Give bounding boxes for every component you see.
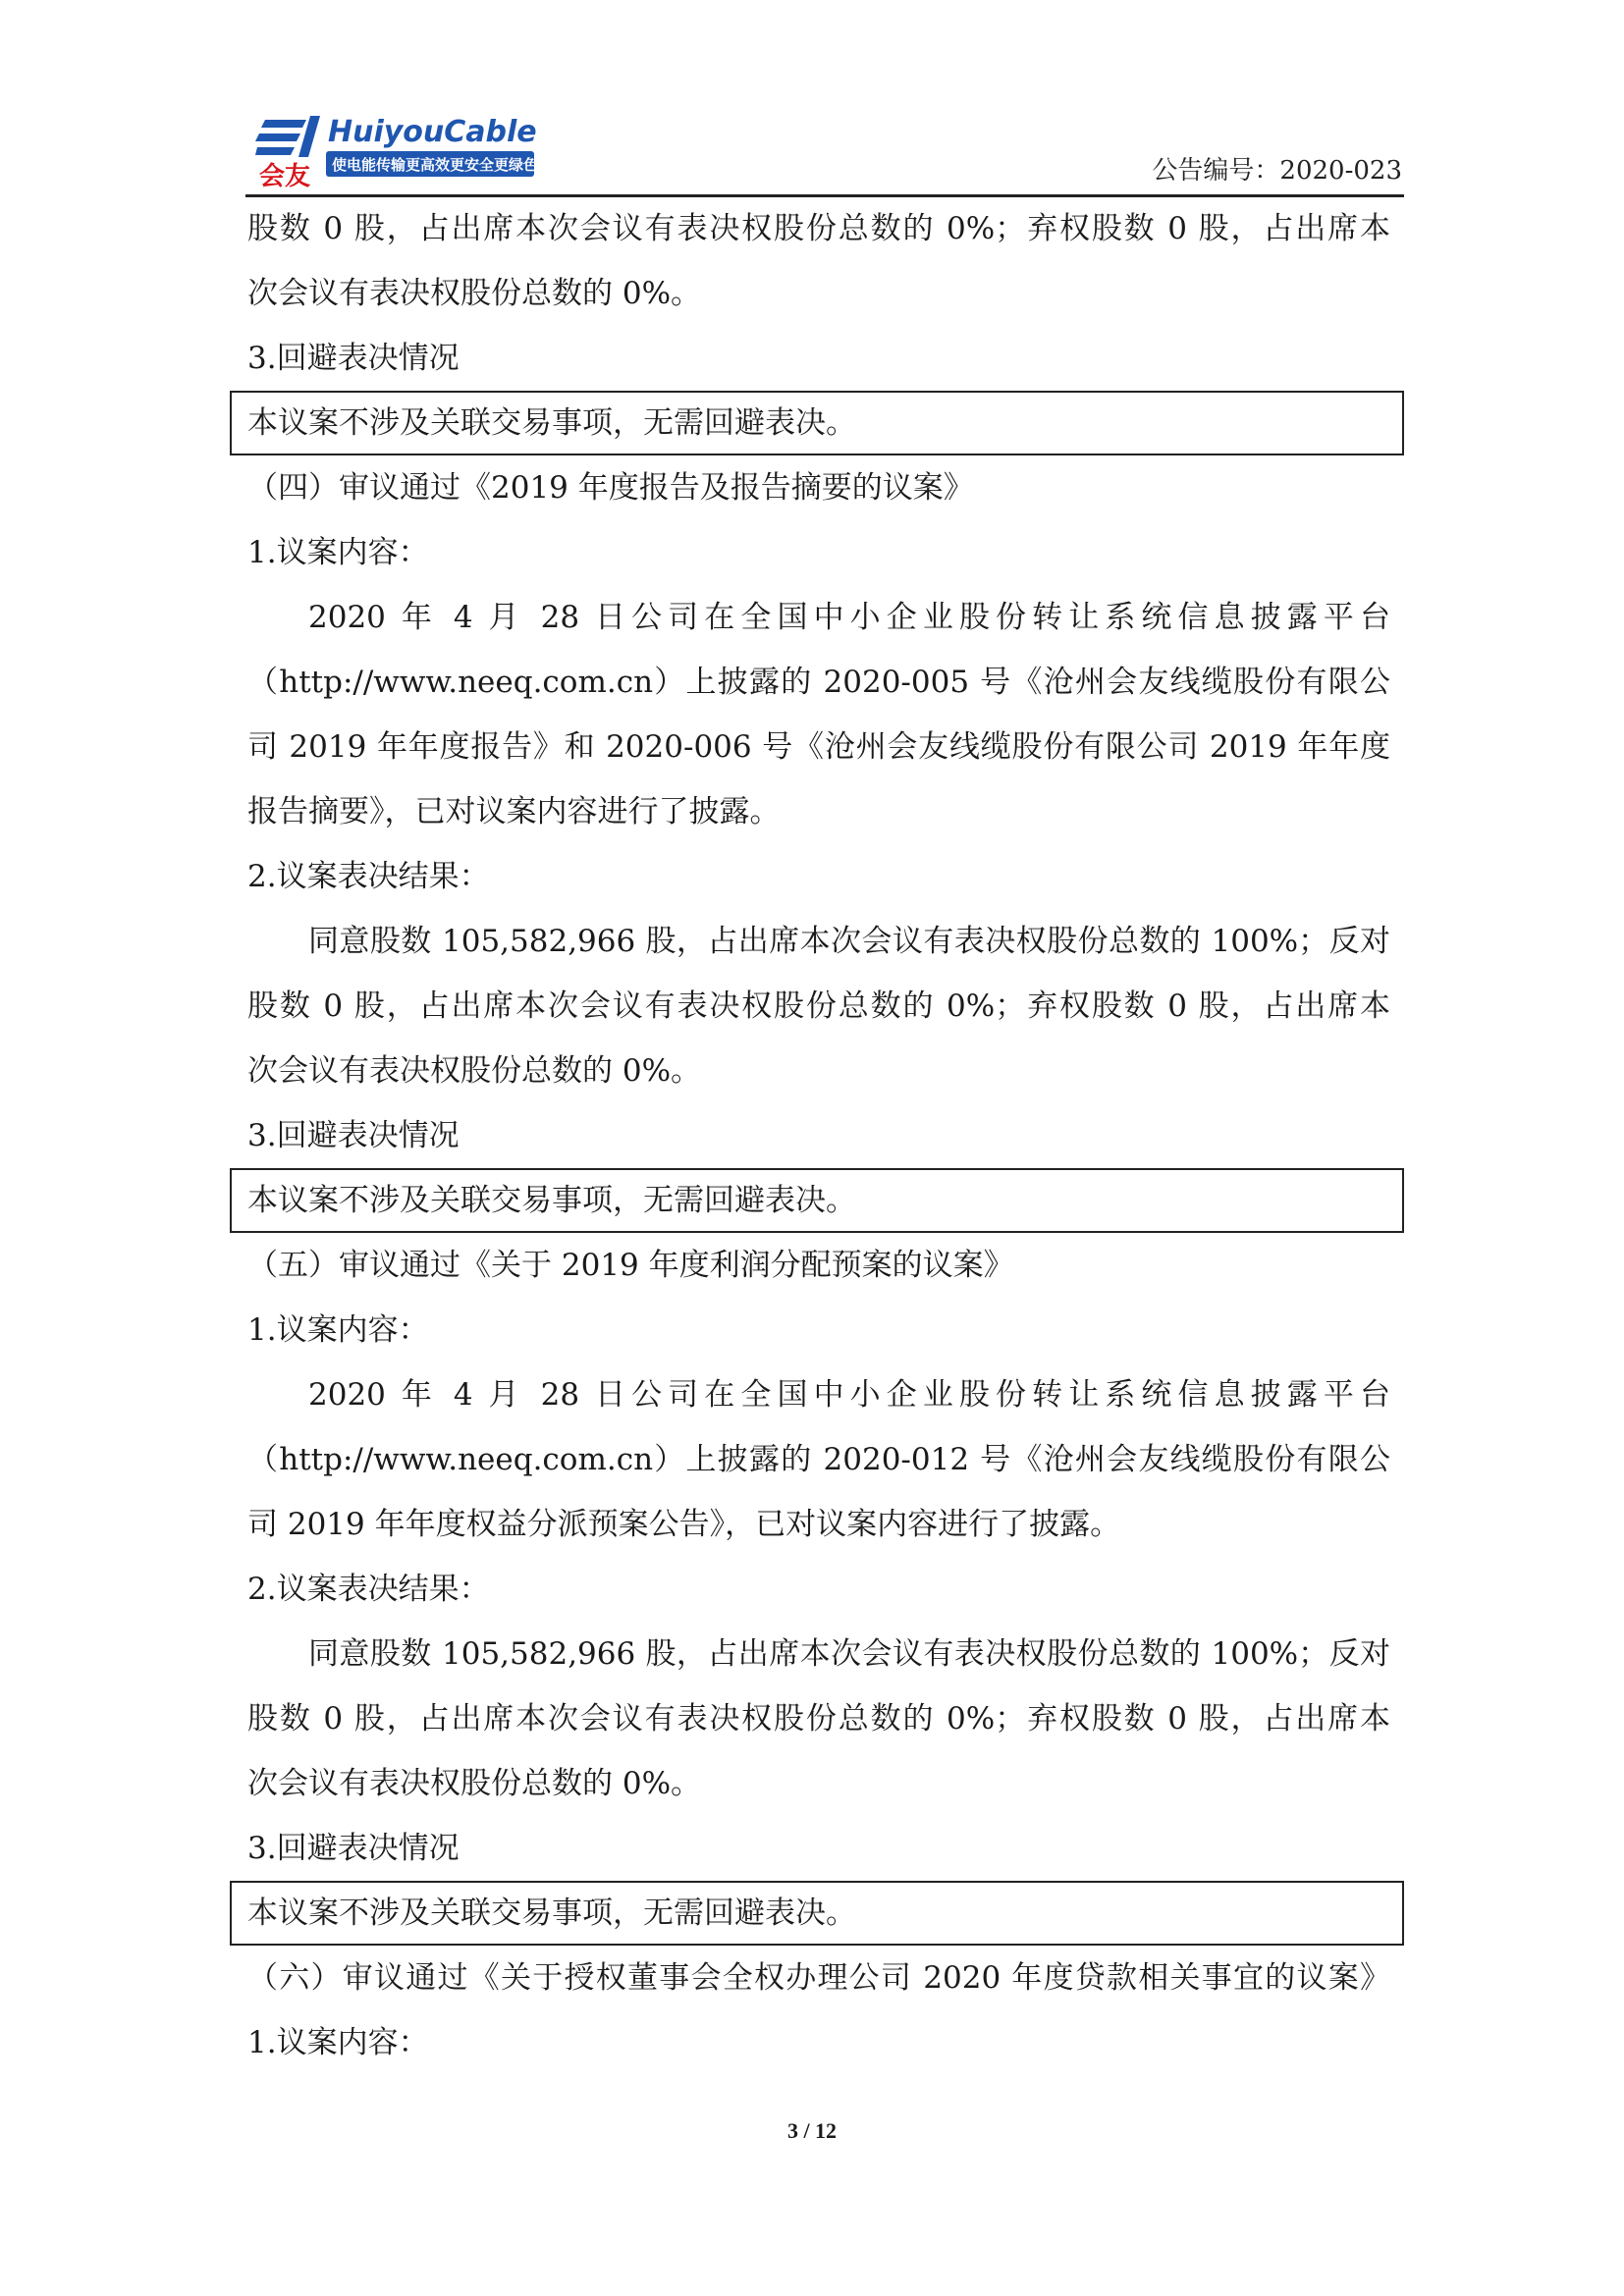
logo-brand-text: HuiyouCable (328, 115, 537, 149)
text-line: 同意股数 105,582,966 股，占出席本次会议有表决权股份总数的 100%；反对 (308, 924, 1390, 959)
logo-cn-text: 会友 (259, 162, 311, 190)
text-line: 1.议案内容： (247, 2025, 429, 2060)
text-line: 3.回避表决情况 (247, 1831, 460, 1866)
text-line: 3.回避表决情况 (247, 1118, 460, 1153)
page-number: 3 / 12 (786, 2118, 838, 2143)
text-line: 股数 0 股，占出席本次会议有表决权股份总数的 0%；弃权股数 0 股，占出席本 (247, 1701, 1390, 1736)
text-line: （五）审议通过《关于 2019 年度利润分配预案的议案》 (247, 1248, 1014, 1283)
logo-slogan-text: 使电能传输更高效更安全更绿色 (332, 156, 539, 174)
text-line: 2.议案表决结果： (247, 859, 490, 894)
text-line: （六）审议通过《关于授权董事会全权办理公司 2020 年度贷款相关事宜的议案》 (247, 1960, 1390, 1996)
text-line: （http://www.neeq.com.cn）上披露的 2020-005 号《沧州会友线缆股份有限公 (247, 665, 1390, 700)
text-line: 2020 年 4 月 28 日公司在全国中小企业股份转让系统信息披露平台 (308, 1377, 1390, 1413)
text-line: 次会议有表决权股份总数的 0%。 (247, 1053, 702, 1089)
text-line: 股数 0 股，占出席本次会议有表决权股份总数的 0%；弃权股数 0 股，占出席本 (247, 211, 1390, 246)
text-line: 股数 0 股，占出席本次会议有表决权股份总数的 0%；弃权股数 0 股，占出席本 (247, 988, 1390, 1024)
text-line: 同意股数 105,582,966 股，占出席本次会议有表决权股份总数的 100%；反对 (308, 1636, 1390, 1672)
text-line: 司 2019 年年度权益分派预案公告》，已对议案内容进行了披露。 (247, 1507, 1121, 1542)
text-line: 2.议案表决结果： (247, 1572, 490, 1607)
text-line: 1.议案内容： (247, 535, 429, 570)
text-line: 司 2019 年年度报告》和 2020-006 号《沧州会友线缆股份有限公司 2019 年年度 (247, 729, 1390, 765)
boxed-paragraph: 本议案不涉及关联交易事项，无需回避表决。 (230, 391, 1404, 455)
text-line: 报告摘要》，已对议案内容进行了披露。 (247, 794, 781, 829)
text-line: 次会议有表决权股份总数的 0%。 (247, 276, 702, 311)
boxed-paragraph: 本议案不涉及关联交易事项，无需回避表决。 (230, 1168, 1404, 1233)
text-line: 2020 年 4 月 28 日公司在全国中小企业股份转让系统信息披露平台 (308, 600, 1390, 635)
text-line: （http://www.neeq.com.cn）上披露的 2020-012 号《沧州会友线缆股份有限公 (247, 1442, 1390, 1477)
company-logo (255, 112, 609, 190)
document-body (247, 196, 1390, 2075)
announcement-number: 公告编号：2020-023 (1152, 156, 1402, 186)
text-line: 1.议案内容： (247, 1312, 429, 1348)
text-line: 3.回避表决情况 (247, 341, 460, 376)
page-header (245, 106, 1404, 197)
boxed-paragraph: 本议案不涉及关联交易事项，无需回避表决。 (230, 1881, 1404, 1946)
text-line: 次会议有表决权股份总数的 0%。 (247, 1766, 702, 1801)
text-line: （四）审议通过《2019 年度报告及报告摘要的议案》 (247, 470, 974, 506)
